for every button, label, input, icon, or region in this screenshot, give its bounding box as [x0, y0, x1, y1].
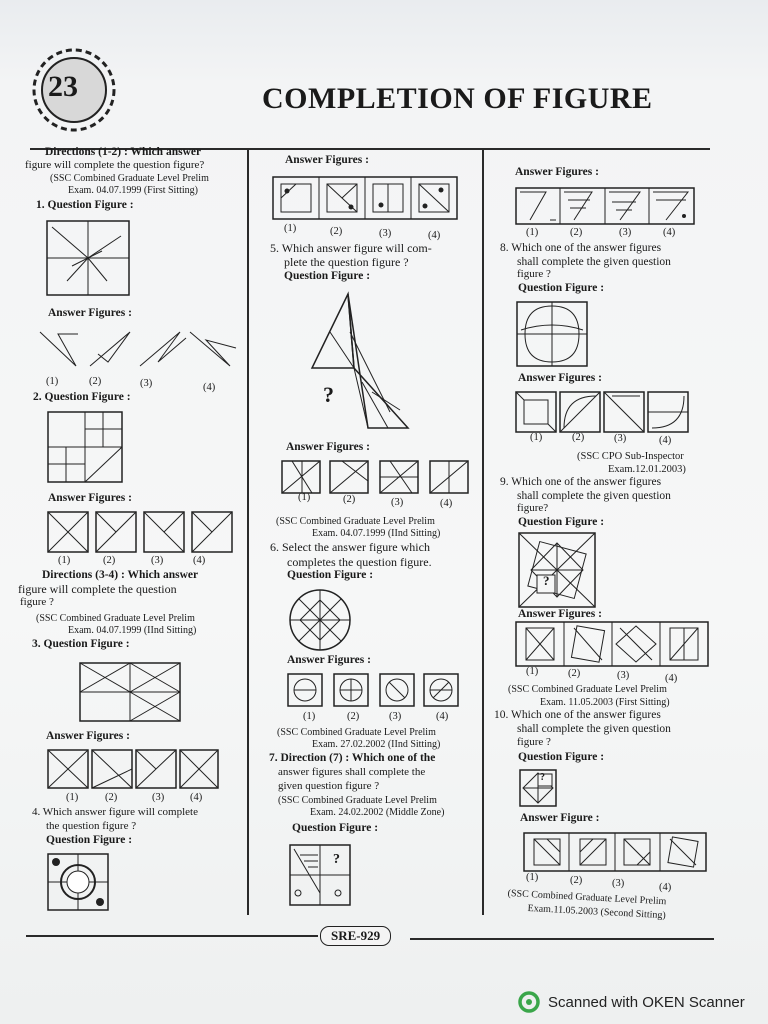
af7-label: Answer Figures :: [515, 166, 599, 178]
q10-text-2: shall complete the given question: [517, 723, 671, 735]
q10-opt-3[interactable]: (3): [612, 878, 625, 889]
q7-question-mark: ?: [333, 852, 340, 867]
q7-text-1: 7. Direction (7) : Which one of the: [269, 752, 436, 764]
source-8-date: Exam.12.01.2003): [608, 464, 686, 475]
q5-question-mark: ?: [323, 382, 334, 407]
q5-text-1: 5. Which answer figure will com-: [270, 241, 432, 255]
source-5-date: Exam. 04.07.1999 (IInd Sitting): [312, 528, 441, 539]
q8-text-2: shall complete the given question: [517, 256, 671, 268]
q7-opt-1[interactable]: (1): [526, 227, 539, 238]
q2-opt-4[interactable]: (4): [193, 555, 206, 566]
q1-label: 1. Question Figure :: [36, 199, 134, 211]
q9-opt-1[interactable]: (1): [526, 666, 539, 677]
column-divider: [247, 150, 249, 915]
directions-3-4: Directions (3-4) : Which answer: [42, 569, 199, 581]
q8-opt-4[interactable]: (4): [659, 435, 672, 446]
q7-question-figure: [290, 845, 352, 907]
q3-question-figure: [80, 663, 182, 723]
source-10: (SSC Combined Graduate Level Prelim: [507, 887, 667, 908]
q5-question-figure: [310, 292, 410, 432]
source-1: (SSC Combined Graduate Level Prelim: [50, 173, 209, 184]
af3-label: Answer Figures :: [46, 730, 130, 742]
q8-answer-figures: [516, 392, 692, 434]
q2-question-figure: [48, 412, 124, 484]
q4-question-label: Question Figure :: [46, 834, 133, 846]
af8-label: Answer Figures :: [518, 372, 602, 384]
directions-1-2-cont: figure will complete the question figure?: [25, 159, 205, 171]
q9-question-figure: [519, 533, 597, 609]
q6-answer-figures: [288, 674, 458, 710]
q3-opt-3[interactable]: (3): [152, 792, 165, 803]
source-7: (SSC Combined Graduate Level Prelim: [278, 795, 437, 806]
af1-label: Answer Figures :: [48, 307, 132, 319]
source-5: (SSC Combined Graduate Level Prelim: [276, 516, 435, 527]
q8-opt-3[interactable]: (3): [614, 433, 627, 444]
directions-1-2: Directions (1-2) : Which answer: [45, 146, 202, 158]
q9-question-label: Question Figure :: [518, 516, 605, 528]
chapter-title: COMPLETION OF FIGURE: [262, 82, 653, 115]
q1-answer-figures: [38, 326, 238, 372]
q5-question-label: Question Figure :: [284, 270, 371, 282]
af4-label: Answer Figures :: [285, 154, 369, 166]
q6-text-2: completes the question figure.: [287, 555, 432, 569]
q3-opt-2[interactable]: (2): [105, 792, 118, 803]
column-divider: [482, 150, 484, 915]
q7-text-2: answer figures shall complete the: [278, 766, 426, 778]
q9-text-2: shall complete the given question: [517, 490, 671, 502]
q10-answer-figures: [524, 833, 708, 873]
q7-answer-figures: [516, 188, 696, 226]
q10-question-mark: ?: [540, 772, 545, 783]
page-number: SRE-929: [320, 926, 391, 946]
q9-opt-4[interactable]: (4): [665, 673, 678, 684]
q6-opt-1[interactable]: (1): [303, 711, 316, 722]
q9-text-1: 9. Which one of the answer figures: [500, 476, 662, 488]
q1-opt-1[interactable]: (1): [46, 376, 59, 387]
q9-opt-3[interactable]: (3): [617, 670, 630, 681]
q8-question-figure: [517, 302, 589, 368]
q10-opt-1[interactable]: (1): [526, 872, 539, 883]
q10-question-figure: [520, 770, 558, 808]
source-6: (SSC Combined Graduate Level Prelim: [277, 727, 436, 738]
directions-3-4-end: figure ?: [20, 596, 54, 608]
q2-opt-2[interactable]: (2): [103, 555, 116, 566]
q10-question-label: Question Figure :: [518, 751, 605, 763]
q8-question-label: Question Figure :: [518, 282, 605, 294]
q7-question-label: Question Figure :: [292, 822, 379, 834]
q7-text-3: given question figure ?: [278, 780, 380, 792]
q8-opt-1[interactable]: (1): [530, 432, 543, 443]
af10-label: Answer Figure :: [520, 812, 600, 824]
q8-text-3: figure ?: [517, 268, 551, 280]
source-7-date: Exam. 24.02.2002 (Middle Zone): [310, 807, 445, 818]
source-6-date: Exam. 27.02.2002 (IInd Sitting): [312, 739, 441, 750]
scanner-watermark: [518, 991, 745, 1013]
af6-label: Answer Figures :: [287, 654, 371, 666]
source-9-date: Exam. 11.05.2003 (First Sitting): [540, 697, 670, 708]
q1-opt-3[interactable]: (3): [140, 378, 153, 389]
q9-answer-figures: [516, 622, 710, 668]
q2-opt-3[interactable]: (3): [151, 555, 164, 566]
q5-opt-4[interactable]: (4): [440, 498, 453, 509]
source-9: (SSC Combined Graduate Level Prelim: [508, 684, 667, 695]
af9-label: Answer Figures :: [518, 608, 602, 620]
q10-text-1: 10. Which one of the answer figures: [494, 709, 661, 721]
q4-text-1: 4. Which answer figure will complete: [32, 806, 198, 818]
source-8: (SSC CPO Sub-Inspector: [577, 451, 684, 462]
q6-opt-4[interactable]: (4): [436, 711, 449, 722]
q6-question-figure: [288, 588, 354, 654]
q9-question-mark: ?: [543, 573, 550, 588]
q4-text-2: the question figure ?: [46, 820, 137, 832]
q7-opt-2[interactable]: (2): [570, 227, 583, 238]
q8-text-1: 8. Which one of the answer figures: [500, 242, 662, 254]
chapter-number: 23: [48, 70, 78, 103]
q4-question-figure: [48, 854, 110, 912]
q3-answer-figures: [48, 750, 220, 790]
scanner-text: Scanned with OKEN Scanner: [548, 993, 745, 1011]
q3-label: 3. Question Figure :: [32, 638, 130, 650]
q8-opt-2[interactable]: (2): [572, 432, 585, 443]
oken-logo-icon: [518, 991, 540, 1013]
q2-answer-figures: [48, 512, 238, 554]
q3-opt-1[interactable]: (1): [66, 792, 79, 803]
q10-opt-2[interactable]: (2): [570, 875, 583, 886]
q9-opt-2[interactable]: (2): [568, 668, 581, 679]
source-1-date: Exam. 04.07.1999 (First Sitting): [68, 185, 198, 196]
q7-opt-3[interactable]: (3): [619, 227, 632, 238]
directions-3-4-cont: figure will complete the question: [18, 582, 177, 596]
q4-opt-1[interactable]: (1): [284, 223, 297, 234]
q7-opt-4[interactable]: (4): [663, 227, 676, 238]
footer-rule-right: [410, 938, 714, 940]
q1-opt-2[interactable]: (2): [89, 376, 102, 387]
q6-question-label: Question Figure :: [287, 569, 374, 581]
q5-opt-1[interactable]: (1): [298, 492, 311, 503]
q5-text-2: plete the question figure ?: [284, 255, 409, 269]
footer-rule-left: [26, 935, 318, 937]
q5-opt-3[interactable]: (3): [391, 497, 404, 508]
q4-opt-3[interactable]: (3): [379, 228, 392, 239]
source-3: (SSC Combined Graduate Level Prelim: [36, 613, 195, 624]
q4-opt-2[interactable]: (2): [330, 226, 343, 237]
q5-opt-2[interactable]: (2): [343, 494, 356, 505]
q1-opt-4[interactable]: (4): [203, 382, 216, 393]
q10-opt-4[interactable]: (4): [659, 882, 672, 893]
q2-label: 2. Question Figure :: [33, 391, 131, 403]
q6-opt-3[interactable]: (3): [389, 711, 402, 722]
q1-question-figure: [47, 221, 131, 297]
af2-label: Answer Figures :: [48, 492, 132, 504]
q3-opt-4[interactable]: (4): [190, 792, 203, 803]
q5-answer-figures: [282, 461, 472, 495]
q4-answer-figures: [273, 177, 459, 221]
source-3-date: Exam. 04.07.1999 (IInd Sitting): [68, 625, 197, 636]
af5-label: Answer Figures :: [286, 441, 370, 453]
q2-opt-1[interactable]: (1): [58, 555, 71, 566]
q6-text-1: 6. Select the answer figure which: [270, 540, 430, 554]
q6-opt-2[interactable]: (2): [347, 711, 360, 722]
q10-text-3: figure ?: [517, 736, 551, 748]
q4-opt-4[interactable]: (4): [428, 230, 441, 241]
source-10-date: Exam.11.05.2003 (Second Sitting): [527, 902, 666, 922]
q9-text-3: figure?: [517, 502, 549, 514]
